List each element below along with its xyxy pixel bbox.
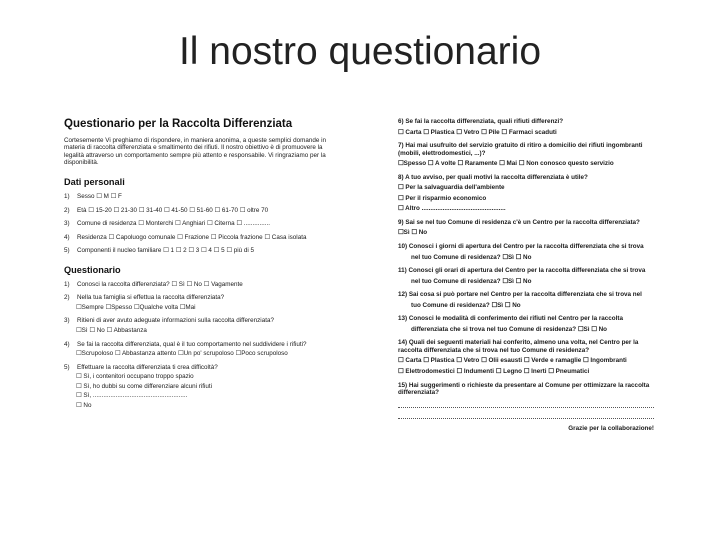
question-text: Sesso ☐ M ☐ F xyxy=(77,193,122,201)
question-11: 11) Conosci gli orari di apertura del Centro per la raccolta differenziata che si trova xyxy=(398,267,646,275)
answer-line[interactable] xyxy=(398,410,654,419)
questionnaire-heading: Questionario per la Raccolta Differenziata xyxy=(64,118,293,130)
personal-question xyxy=(64,234,334,242)
question-number: 4) xyxy=(64,340,70,348)
personal-question xyxy=(64,207,334,215)
question-options: ☐Scrupoloso ☐ Abbastanza attento ☐Un po' scrupoloso ☐Poco scrupoloso xyxy=(76,350,288,358)
question-options: ☐Sempre ☐Spesso ☐Qualche volta ☐Mai xyxy=(76,303,196,311)
question-options: ☐Spesso ☐ A volte ☐ Raramente ☐ Mai ☐ Non conosco questo servizio xyxy=(398,160,614,168)
question-options: ☐Sì ☐ No xyxy=(398,229,428,237)
question-14: 14) Quali dei seguenti materiali hai conferito, almeno una volta, nel Centro per la raccolta differenziata che si trova nel tuo Comune di residenza? xyxy=(398,339,639,354)
personal-question xyxy=(64,247,334,255)
question-options: nel tuo Comune di residenza? ☐Sì ☐ No xyxy=(411,277,532,285)
question-number: 4) xyxy=(64,233,70,241)
question-15: 15) Hai suggerimenti o richieste da presentare al Comune per ottimizzare la raccolta differenziata? xyxy=(398,381,650,397)
answer-line[interactable] xyxy=(398,399,654,408)
question-13: 13) Conosci le modalità di conferimento dei rifiuti nel Centro per la raccolta xyxy=(398,315,623,323)
question-text: Conosci la raccolta differenziata? ☐ Sì ☐ No ☐ Vagamente xyxy=(77,280,243,288)
question-12: 12) Sai cosa si può portare nel Centro per la raccolta differenziata che si trova nel xyxy=(398,291,642,299)
question-number: 5) xyxy=(64,363,70,371)
question-4 xyxy=(64,341,334,349)
question-2 xyxy=(64,294,334,302)
question-10: 10) Conosci i giorni di apertura del Centro per la raccolta differenziata che si trova xyxy=(398,243,644,251)
question-options: ☐ Carta ☐ Plastica ☐ Vetro ☐ Olii esausti ☐ Verde e ramaglie ☐ Ingombranti xyxy=(398,357,627,365)
question-text: Componenti il nucleo familiare ☐ 1 ☐ 2 ☐ 3 ☐ 4 ☐ 5 ☐ più di 5 xyxy=(77,247,255,255)
personal-data-heading: Dati personali xyxy=(64,176,125,187)
question-options: ☐ Elettrodomestici ☐ Indumenti ☐ Legno ☐ Inerti ☐ Pneumatici xyxy=(398,368,590,376)
question-text: Comune di residenza ☐ Monterchi ☐ Anghiari ☐ Citerna ☐ ............... xyxy=(77,220,271,228)
question-option: ☐ Per il risparmio economico xyxy=(398,194,487,202)
question-text: Residenza ☐ Capoluogo comunale ☐ Frazione ☐ Piccola frazione ☐ Casa isolata xyxy=(77,233,307,241)
question-8: 8) A tuo avviso, per quali motivi la raccolta differenziata è utile? xyxy=(398,173,588,181)
question-options: tuo Comune di residenza? ☐Sì ☐ No xyxy=(411,301,521,309)
question-options: ☐Sì ☐ No ☐ Abbastanza xyxy=(76,326,147,334)
question-9: 9) Sai se nel tuo Comune di residenza c'è un Centro per la raccolta differenziata? xyxy=(398,218,640,226)
question-number: 3) xyxy=(64,317,70,325)
question-text: Se fai la raccolta differenziata, qual è il tuo comportamento nel suddividere i rifiuti? xyxy=(77,340,307,348)
question-5 xyxy=(64,364,334,372)
question-option: ☐ Sì, ho dubbi su come differenziare alcuni rifiuti xyxy=(76,382,213,390)
question-number: 1) xyxy=(64,193,70,201)
question-text: Effettuare la raccolta differenziata ti crea difficoltà? xyxy=(77,363,218,371)
question-option: ☐ Per la salvaguardia dell'ambiente xyxy=(398,184,505,192)
question-option: ☐ Altro ................................................ xyxy=(398,205,506,213)
question-1 xyxy=(64,281,334,289)
question-options: differenziata che si trova nel tuo Comune di residenza? ☐Sì ☐ No xyxy=(411,325,608,333)
personal-question xyxy=(64,193,334,201)
question-6: 6) Se fai la raccolta differenziata, quali rifiuti differenzi? xyxy=(398,118,564,125)
question-option: ☐ Sì, i contenitori occupano troppo spazio xyxy=(76,373,194,381)
question-options: nel tuo Comune di residenza? ☐Sì ☐ No xyxy=(411,253,532,261)
question-option: ☐ No xyxy=(76,401,92,409)
question-number: 1) xyxy=(64,280,70,288)
question-options: ☐ Carta ☐ Plastica ☐ Vetro ☐ Pile ☐ Farmaci scaduti xyxy=(398,128,557,136)
questionnaire-page-right xyxy=(398,118,654,432)
question-text: Nella tua famiglia si effettua la raccolta differenziata? xyxy=(77,294,225,302)
question-number: 2) xyxy=(64,294,70,302)
question-number: 5) xyxy=(64,247,70,255)
question-number: 3) xyxy=(64,220,70,228)
question-text: Età ☐ 15-20 ☐ 21-30 ☐ 31-40 ☐ 41-50 ☐ 51-60 ☐ 61-70 ☐ oltre 70 xyxy=(77,206,269,214)
thanks-text: Grazie per la collaborazione! xyxy=(568,424,654,432)
intro-text: Cortesemente Vi preghiamo di rispondere, in maniera anonima, a queste semplici domande in materia di raccolta differenziata e smaltimento dei rifiuti. Il nostro obiettivo è di promuovere la legalità attraverso un comportamento sempre più attento e responsabile. Vi ringraziamo per la disponibilità. xyxy=(64,136,327,167)
question-3 xyxy=(64,317,334,325)
question-option: ☐ Sì, ...................................................... xyxy=(76,392,188,400)
question-text: Ritieni di aver avuto adeguate informazioni sulla raccolta differenziata? xyxy=(77,317,274,325)
questionnaire-section-heading: Questionario xyxy=(64,264,121,275)
slide-title: Il nostro questionario xyxy=(178,30,542,73)
questionnaire-page-left xyxy=(64,118,334,409)
question-7: 7) Hai mai usufruito del servizio gratuito di ritiro a domicilio dei rifiuti ingombranti (mobili, elettrodomestici, ...)? xyxy=(398,142,643,157)
question-number: 2) xyxy=(64,206,70,214)
personal-question xyxy=(64,220,334,228)
